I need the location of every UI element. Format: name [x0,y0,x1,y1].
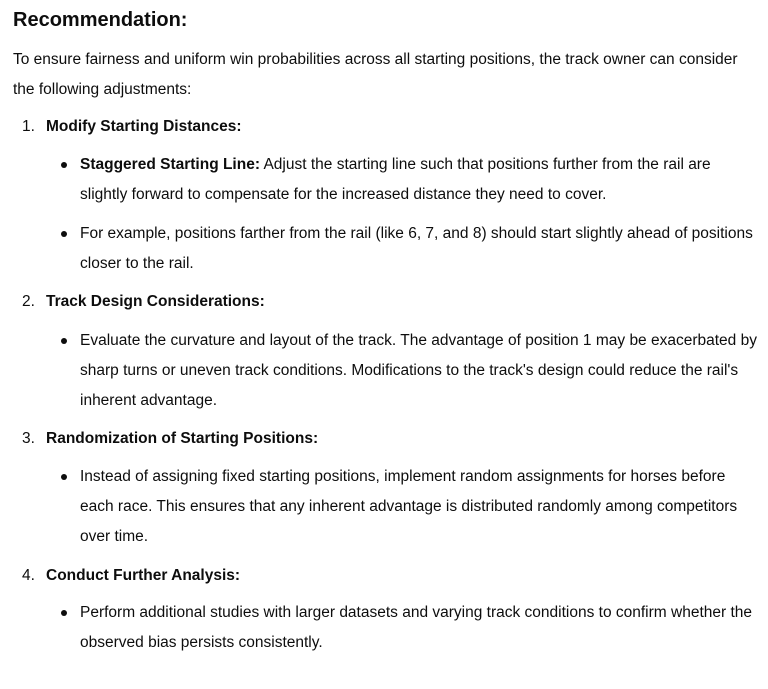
list-item-4-title [22,563,240,589]
bullet-text: Instead of assigning fixed starting positions, implement random assignments for horses before each race. This ensures that any inherent advantage is distributed randomly among competitors over time. [80,468,738,545]
list-item-heading: Modify Starting Distances: [46,118,242,135]
list-item-number: 4. [22,567,35,584]
list-item-3-bullet-1 [58,462,758,552]
list-item-2-title [22,289,265,315]
bullet-text: For example, positions farther from the rail (like 6, 7, and 8) should start slightly ahead of positions closer to the rail. [80,225,753,272]
list-item-heading: Track Design Considerations: [46,293,265,310]
list-item-2-bullet-1 [58,326,758,416]
bullet-text: Evaluate the curvature and layout of the track. The advantage of position 1 may be exacerbated by sharp turns or uneven track conditions. Modifications to the track's design could reduce the rail's inherent advantage. [80,332,757,409]
bullet-text: Perform additional studies with larger datasets and varying track conditions to confirm whether the observed bias persists consistently. [80,604,753,651]
intro-paragraph: To ensure fairness and uniform win probabilities across all starting positions, the track owner can consider the following adjustments: [13,51,738,98]
list-item-1-bullet-2 [58,219,758,279]
bullet-dot-icon [61,338,67,344]
bullet-dot-icon [61,474,67,480]
list-item-1-bullet-1 [58,150,758,210]
list-item-4-bullet-1 [58,598,758,658]
bullet-dot-icon [61,231,67,237]
bullet-lead: Staggered Starting Line: [80,156,260,173]
list-item-number: 1. [22,118,35,135]
bullet-dot-icon [61,162,67,168]
section-heading: Recommendation: [13,9,188,31]
list-item-heading: Conduct Further Analysis: [46,567,241,584]
list-item-number: 3. [22,430,35,447]
bullet-text [80,150,758,210]
list-item-heading: Randomization of Starting Positions: [46,430,319,447]
bullet-dot-icon [61,610,67,616]
list-item-1-title [22,114,242,140]
list-item-3-title [22,426,318,452]
list-item-number: 2. [22,293,35,310]
bullet-body: Adjust the starting line such that positions further from the rail are slightly forward to compensate for the increased distance they need to cover. [80,156,711,203]
